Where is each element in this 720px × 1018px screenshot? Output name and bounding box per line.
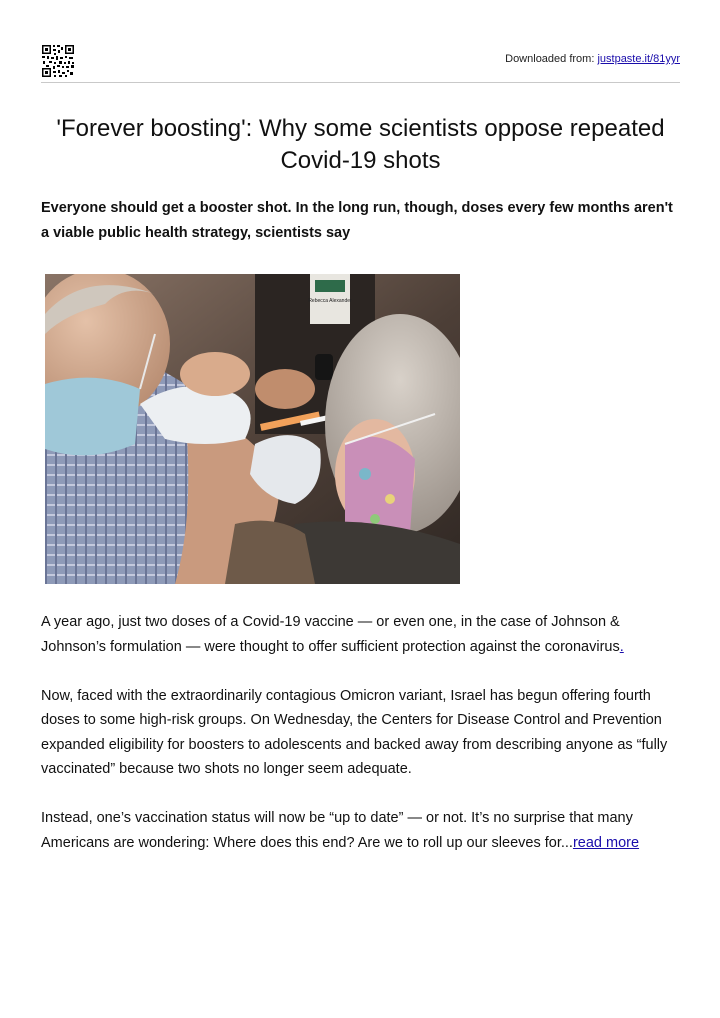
article-title: 'Forever boosting': Why some scientists oppose repeated Covid-19 shots	[56, 115, 665, 174]
article-paragraph	[41, 684, 686, 782]
article-body	[41, 610, 686, 880]
source-link[interactable]: justpaste.it/81yyr	[597, 53, 680, 65]
page-header	[41, 44, 680, 83]
inline-link[interactable]: .	[619, 638, 624, 655]
downloaded-label: Downloaded from:	[505, 53, 598, 65]
paragraph-text: Now, faced with the extraordinarily contagious Omicron variant, Israel has begun offering fourth doses to some high-risk groups. On Wednesday, the Centers for Disease Control and Prevention expanded eligibility for boosters to adolescents and backed away from describing anyone as “fully vaccinated” because two shots no longer seem adequate.	[41, 687, 668, 777]
read-more-link[interactable]: read more	[572, 834, 640, 851]
photo-badge-text: Rebecca Alexander	[308, 298, 352, 304]
download-source	[505, 53, 680, 65]
paragraph-text: A year ago, just two doses of a Covid-19 vaccine — or even one, in the case of Johnson & Johnson’s formulation — were thought to offer sufficient protection against the coronavirus	[41, 614, 620, 655]
qr-code-icon	[41, 44, 75, 78]
article-paragraph	[41, 610, 686, 659]
paragraph-text: Instead, one’s vaccination status will now be “up to date” — or not. It’s no surprise that many Americans are wondering: Where does this end? Are we to roll up our sleeves for...	[41, 810, 633, 851]
article-paragraph	[41, 806, 686, 855]
article-photo	[45, 274, 460, 584]
article-subtitle: Everyone should get a booster shot. In the long run, though, doses every few months aren't a viable public health strategy, scientists say	[41, 200, 673, 241]
